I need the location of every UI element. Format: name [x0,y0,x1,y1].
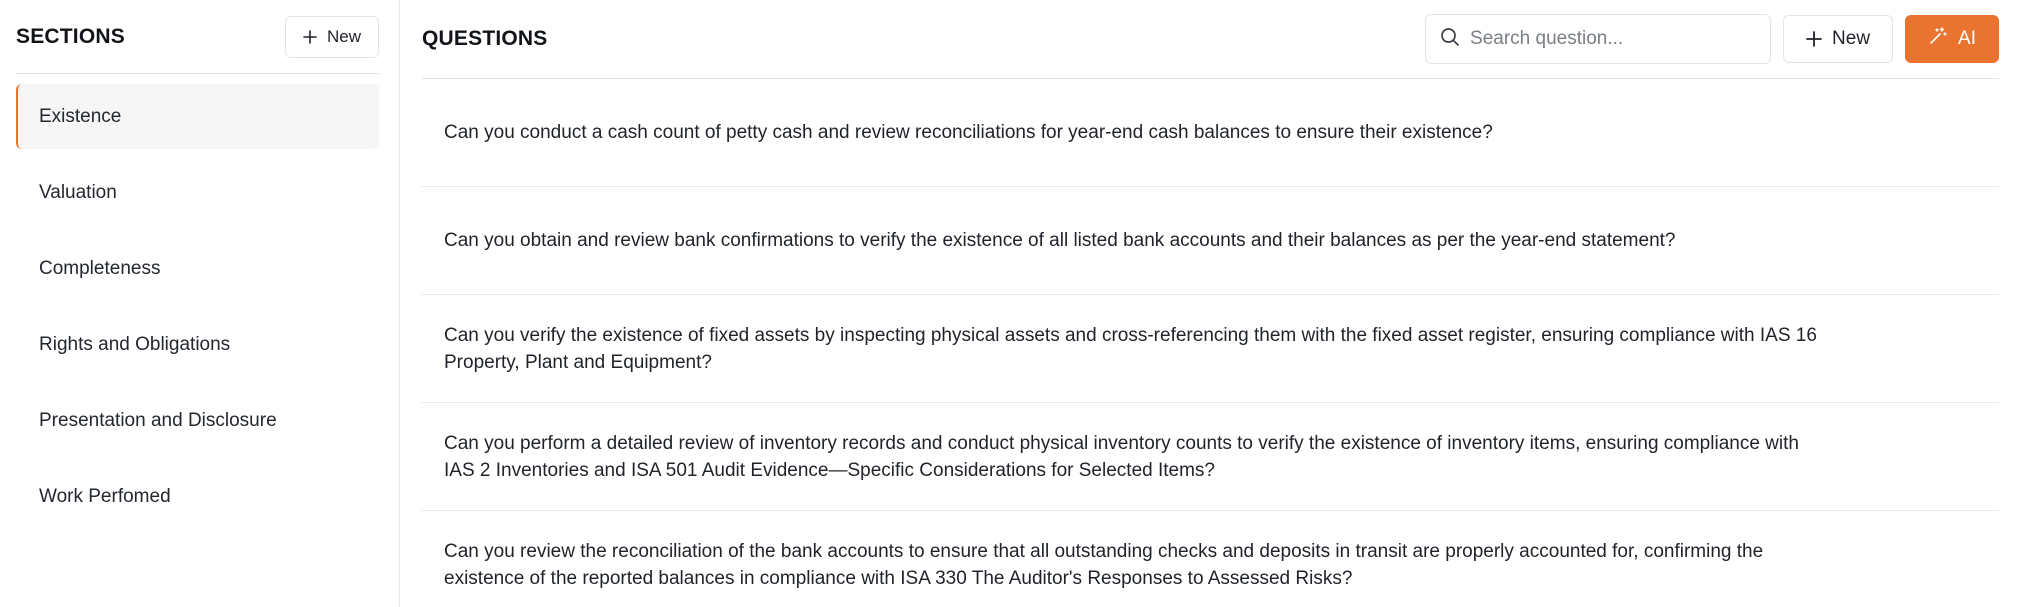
sidebar-item-label: Existence [39,105,122,127]
plus-icon [303,30,317,44]
question-text: Can you conduct a cash count of petty cash and review reconciliations for year-end cash balances to ensure their existence? [444,122,1493,143]
new-question-label: New [1832,28,1871,49]
sidebar-item-label: Work Perfomed [39,485,171,507]
ai-button[interactable] [1905,15,1999,63]
question-item[interactable] [422,295,1999,403]
question-text: Can you perform a detailed review of inventory records and conduct physical inventory counts to verify the existence of inventory items, ensuring compliance with IAS 2 Inventories and ISA 501 Audit Evidence—Specific Considerations for Selected Items? [444,432,1799,481]
sections-title: SECTIONS [16,24,125,48]
question-item[interactable] [422,511,1999,607]
sidebar-item-label: Rights and Obligations [39,333,231,355]
sidebar-item-rights-and-obligations[interactable] [16,312,379,377]
sidebar-item-completeness[interactable] [16,236,379,301]
sidebar-item-work-performed[interactable] [16,464,379,529]
search-input[interactable] [1470,28,1756,50]
questions-panel [400,0,2017,607]
questions-title: QUESTIONS [422,27,548,50]
search-icon [1440,27,1460,52]
sections-header [16,0,379,74]
question-item[interactable] [422,403,1999,511]
sidebar-item-label: Completeness [39,257,161,279]
new-section-label: New [326,26,361,46]
plus-icon [1806,31,1822,47]
sections-sidebar [0,0,400,607]
sections-list [16,74,379,529]
new-section-button[interactable] [285,16,379,58]
new-question-button[interactable] [1783,15,1893,63]
question-text: Can you verify the existence of fixed assets by inspecting physical assets and cross-referencing them with the fixed asset register, ensuring compliance with IAS 16 Property, Plant and Equipment? [444,324,1817,373]
question-item[interactable] [422,187,1999,295]
ai-label: AI [1958,28,1976,49]
questions-header [422,0,1999,79]
search-box [1425,14,1771,64]
sidebar-item-label: Valuation [39,181,117,203]
sidebar-item-valuation[interactable] [16,160,379,225]
sidebar-item-existence[interactable] [16,84,379,149]
questions-list [422,79,1999,607]
sidebar-item-label: Presentation and Disclosure [39,409,277,431]
magic-wand-icon [1928,26,1948,52]
question-text: Can you obtain and review bank confirmations to verify the existence of all listed bank accounts and their balances as per the year-end statement? [444,230,1676,251]
sidebar-item-presentation-and-disclosure[interactable] [16,388,379,453]
question-text: Can you review the reconciliation of the bank accounts to ensure that all outstanding checks and deposits in transit are properly accounted for, confirming the existence of the reported balances in compliance with ISA 330 The Auditor's Responses to Assessed Risks? [444,540,1764,589]
question-item[interactable] [422,79,1999,187]
questions-actions [1425,14,1999,64]
